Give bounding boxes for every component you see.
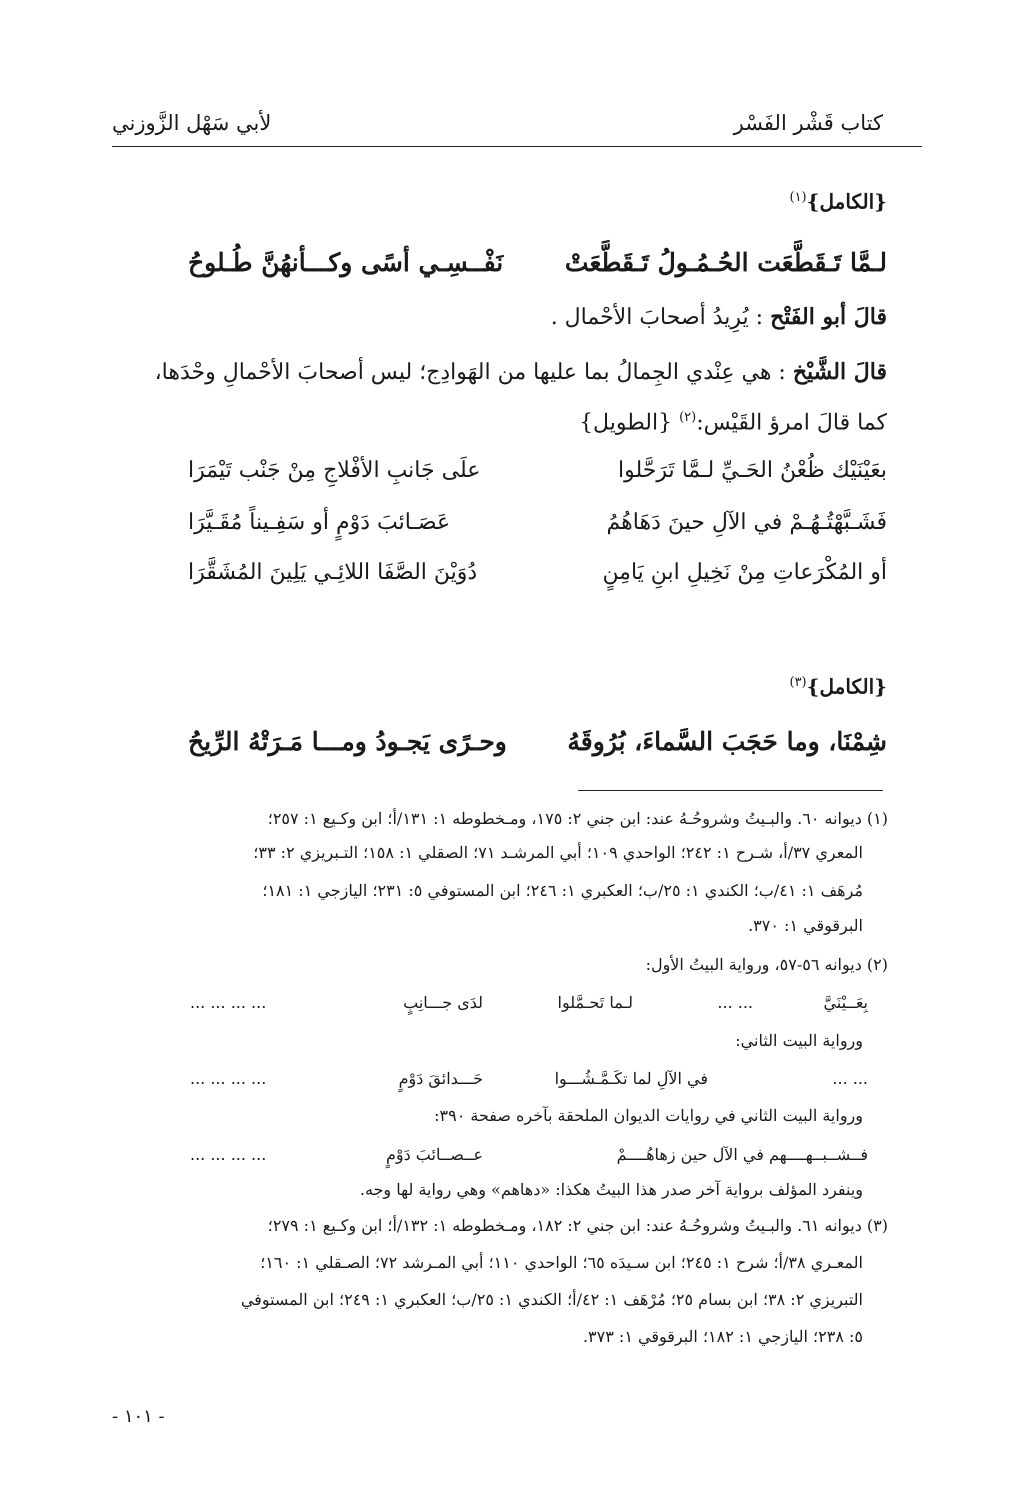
verse2-line3-left: دُوَيْنَ الصَّفَا اللائِـي يَلِينَ المُشَقَّرَا	[188, 560, 478, 585]
verse2-line2-right: فَشَـبَّهْتُـهُـمْ في الآلِ حينَ دَهَاهُمُ	[606, 510, 887, 535]
footnote-2-variant-1d: لدَى جـــانِبٍ	[403, 993, 483, 1012]
footnote-2-variant-1e: ... ... ... ...	[190, 993, 267, 1012]
prose-imru-alqays: كما قالَ امرؤ القَيْس:$^{(٢)}$ {الطويل}	[579, 410, 887, 436]
header-rule	[112, 146, 922, 147]
footnote-2-variant-1c: لـما تَحـمَّلوا	[557, 993, 633, 1012]
verse2-line3-right: أو المُكْرَعاتِ مِنْ نَخِيلِ ابنِ يَامِنٍ	[602, 560, 887, 585]
verse2-line1-left: علَى جَانبِ الأفْلاجِ مِنْ جَنْب تَيْمَرَا	[188, 458, 481, 483]
footnote-1-line-1: (١) ديوانه ٦٠. والبـيتُ وشروحُـهُ عند: ابن جني ٢: ١٧٥، ومـخطوطه ١: ١٣١/أ؛ ابن وكـيع ١: ٢٥٧؛	[267, 809, 888, 828]
footnote-2-line-2: ورواية البيت الثاني:	[735, 1031, 863, 1050]
verse2-line2-left: عَصَـائبَ دَوْمٍ أو سَفِـيناً مُقَـيَّرَا	[188, 510, 451, 535]
footnote-3-line-3: التبريزي ٢: ٣٨؛ ابن بسام ٢٥؛ مُرْهَف ١: ٤٢/أ؛ الكندي ١: ٢٥/ب؛ العكبري ١: ٢٤٩؛ ابن المستوفي	[240, 1290, 863, 1309]
footnote-2-variant-2a: ... ...	[832, 1069, 868, 1088]
footnote-2-line-3: ورواية البيت الثاني في روايات الديوان الملحقة بآخره صفحة ٣٩٠:	[434, 1106, 863, 1125]
header-author: لأبي سَهْل الزَّوزني	[112, 111, 272, 135]
page-number: - ١٠١ -	[112, 1406, 165, 1427]
prose-sheikh: قالَ الشَّيْخ : هي عِنْدي الجِمالُ بما عليها من الهَوادِج؛ ليس أصحابَ الأحْمالِ وحْدَها،	[154, 359, 887, 385]
verse1-hemistich-left: نَفْــسِـي أسًى وكـــأنهُنَّ طُـلوحُ	[188, 248, 504, 277]
footnote-ref-2: (٢)	[679, 410, 697, 425]
footnote-3-line-1: (٣) ديوانه ٦١. والبـيتُ وشروحُـهُ عند: ابن جني ٢: ١٨٢، ومـخطوطه ١: ١٣٢/أ؛ ابن وكـيع ١: ٢٧٩؛	[267, 1216, 888, 1235]
footnote-2-variant-2d: ... ... ... ...	[190, 1069, 267, 1088]
header-book-title: كتاب قَشْر الفَسْر	[733, 111, 883, 135]
footnote-2-variant-1b: ... ...	[717, 993, 753, 1012]
footnote-ref-1: (١)	[789, 190, 807, 205]
verse3-hemistich-right: شِمْنَا، وما حَجَبَ السَّماءَ، بُرُوقَهُ	[567, 727, 887, 756]
verse2-line1-right: بعَيْنَيْك ظُعْنُ الحَـيِّ لـمَّا تَرَحَّلوا	[617, 458, 887, 483]
footnote-1-line-2: المعري ٣٧/أ، شـرح ١: ٢٤٢؛ الواحدي ١٠٩؛ أبي المرشـد ٧١؛ الصقلي ١: ١٥٨؛ التـبريزي ٢: ٣٣؛	[253, 843, 863, 862]
footnote-rule	[578, 790, 883, 791]
prose-abu-alfath: قالَ أبو الفَتْح : يُرِيدُ أصحابَ الأحْمال .	[550, 304, 887, 330]
footnote-2-intro: (٢) ديوانه ٥٦-٥٧، ورواية البيتُ الأول:	[645, 955, 888, 974]
footnote-2-variant-1a: بِعَــيْنَيَّ	[823, 993, 868, 1012]
verse1-hemistich-right: لـمَّا تَـقَطَّعَت الحُـمُـولُ تَـقَطَّعَتْ	[564, 248, 887, 277]
verse3-hemistich-left: وحـرًى يَجـودُ ومـــا مَـرَتْهُ الرِّيحُ	[188, 727, 507, 756]
footnote-2-variant-3a: فــشــبــهــــهم في الآل حين زهاهُــــمْ	[616, 1145, 868, 1164]
footnote-2-variant-2c: حَـــدائقَ دَوْمٍ	[398, 1069, 483, 1088]
footnote-ref-3: (٣)	[789, 675, 807, 690]
footnote-2-variant-3c: ... ... ... ...	[190, 1145, 267, 1164]
footnote-2-variant-3b: عــصــائبَ دَوْمٍ	[385, 1145, 483, 1164]
footnote-3-line-4: ٥: ٢٣٨؛ اليازجي ١: ١٨٢؛ البرقوقي ١: ٣٧٣.	[582, 1327, 863, 1346]
footnote-2-line-4: وينفرد المؤلف برواية آخر صدر هذا البيتُ هكذا: «دهاهم» وهي رواية لها وجه.	[359, 1180, 863, 1199]
meter-label-3: {الكامل}$^{(٣)}$	[789, 674, 887, 699]
footnote-3-line-2: المعـري ٣٨/أ؛ شرح ١: ٢٤٥؛ ابن سـيدَه ٦٥؛ الواحدي ١١٠؛ أبي المـرشد ٧٢؛ الصـقلي ١: ١٦٠؛	[260, 1253, 863, 1272]
footnote-2-variant-2b: في الآلِ لما تكَـمَّـشُـــوا	[554, 1069, 708, 1088]
footnote-1-line-4: البرقوقي ١: ٣٧٠.	[748, 916, 863, 935]
footnote-1-line-3: مُرهَف ١: ٤١/ب؛ الكندي ١: ٢٥/ب؛ العكبري ١: ٢٤٦؛ ابن المستوفي ٥: ٢٣١؛ اليازجي ١: ١٨١؛	[262, 881, 863, 900]
meter-label-1: {الكامل}$^{(١)}$	[789, 189, 887, 214]
